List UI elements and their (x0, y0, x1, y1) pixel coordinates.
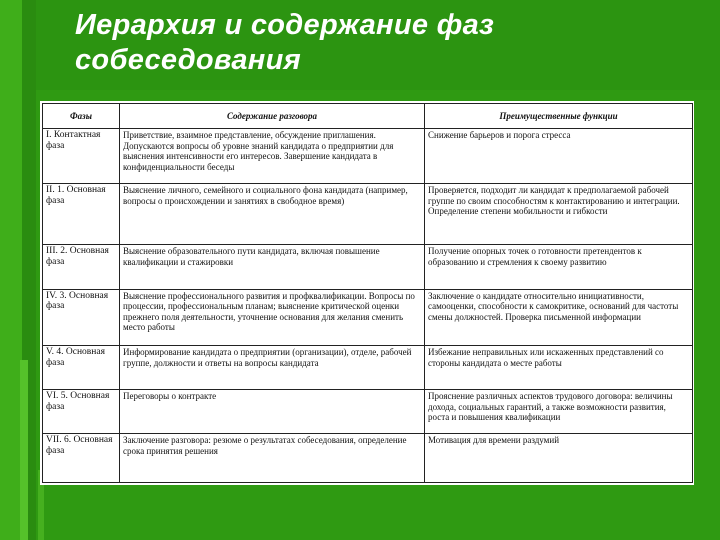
phase-cell: V. 4. Основная фаза (43, 346, 120, 390)
function-cell: Получение опорных точек о готовности претендентов к образованию и стремления к своему развитию (425, 245, 693, 289)
header-content: Содержание разговора (120, 104, 425, 129)
phase-cell: VI. 5. Основная фаза (43, 390, 120, 434)
phase-cell: I. Контактная фаза (43, 129, 120, 184)
header-phases: Фазы (43, 104, 120, 129)
phase-cell: II. 1. Основная фаза (43, 184, 120, 245)
function-cell: Проверяется, подходит ли кандидат к предполагаемой рабочей группе по своим способностям к контактированию и интеграции. Определение степени мобильности и гибкости (425, 184, 693, 245)
content-cell: Приветствие, взаимное представление, обсуждение приглашения. Допускаются вопросы об уровне знаний кандидата о предприятии для выяснения интенсивности его интересов. Завершение кандидата в конфиденциальности беседы (120, 129, 425, 184)
content-cell: Переговоры о контракте (120, 390, 425, 434)
background-stripe (0, 0, 22, 540)
function-cell: Мотивация для времени раздумий (425, 434, 693, 483)
content-cell: Информирование кандидата о предприятии (организации), отделе, рабочей группе, должности и ответы на вопросы кандидата (120, 346, 425, 390)
phase-cell: IV. 3. Основная фаза (43, 289, 120, 346)
function-cell: Прояснение различных аспектов трудового договора: величины дохода, социальных гарантий, а также возможности развития, роста и повышения квалификации (425, 390, 693, 434)
table-row (43, 245, 693, 289)
table-row (43, 129, 693, 184)
function-cell: Заключение о кандидате относительно инициативности, самооценки, способности к самокритике, оснований для частоты смены должностей. Проверка письменной информации (425, 289, 693, 346)
slide-title: Иерархия и содержание фаз собеседования (75, 9, 495, 76)
function-cell: Избежание неправильных или искаженных представлений со стороны кандидата о месте работы (425, 346, 693, 390)
phase-cell: III. 2. Основная фаза (43, 245, 120, 289)
table-header-row (43, 104, 693, 129)
table-row (43, 289, 693, 346)
content-cell: Заключение разговора: резюме о результатах собеседования, определение срока принятия решения (120, 434, 425, 483)
table-row (43, 184, 693, 245)
content-cell: Выяснение личного, семейного и социального фона кандидата (например, вопросы о происхождении и занятиях в свободное время) (120, 184, 425, 245)
content-cell: Выяснение образовательного пути кандидата, включая повышение квалификации и стажировки (120, 245, 425, 289)
table-row (43, 390, 693, 434)
table-row (43, 346, 693, 390)
header-functions: Преимущественные функции (425, 104, 693, 129)
content-cell: Выяснение профессионального развития и профквалификации. Вопросы по процессии, профессиональным планам; выяснение критической оценки прежнего поля деятельности, уточнение основания для желания сменить место работы (120, 289, 425, 346)
function-cell: Снижение барьеров и порога стресса (425, 129, 693, 184)
phases-table-container (40, 101, 694, 485)
phase-cell: VII. 6. Основная фаза (43, 434, 120, 483)
table-row (43, 434, 693, 483)
phases-table (42, 103, 693, 483)
background-stripe (20, 360, 28, 540)
